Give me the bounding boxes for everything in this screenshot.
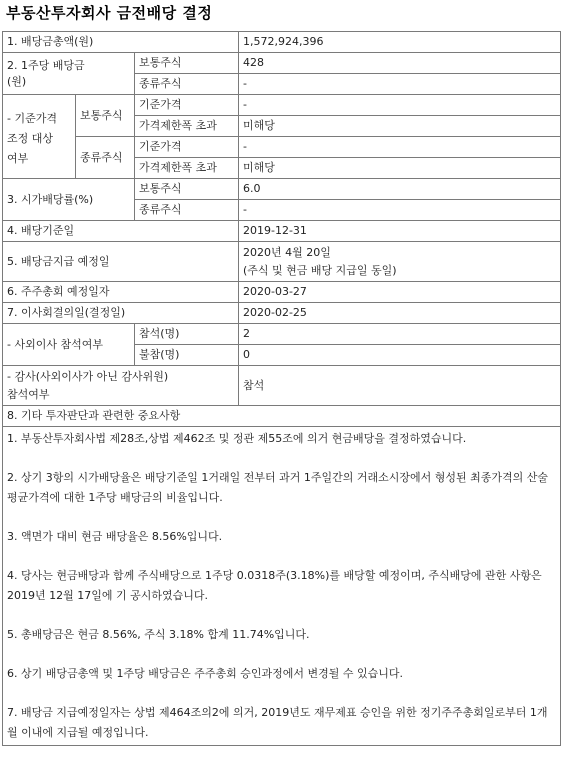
board-date-label: 7. 이사회결의일(결정일) [3, 303, 239, 324]
dividend-disclosure-table [2, 31, 561, 746]
other-header: 8. 기타 투자판단과 관련한 중요사항 [3, 406, 561, 427]
dps-label: 2. 1주당 배당금 (원) [3, 53, 135, 95]
common-base-price-label: 기준가격 [135, 95, 239, 116]
table-row [3, 32, 561, 53]
table-row [3, 53, 561, 74]
payment-date-note: (주식 및 현금 배당 지급일 동일) [243, 263, 397, 277]
payment-date-label: 5. 배당금지급 예정일 [3, 242, 239, 282]
table-row [3, 366, 561, 406]
yield-common-label: 보통주식 [135, 179, 239, 200]
price-limit-preferred-label: 종류주식 [76, 137, 135, 179]
note-item: 2. 상기 3항의 시가배당율은 배당기준일 1거래일 전부터 과거 1주일간의 거래소시장에서 형성된 최종가격의 산술평균가격에 대한 1주당 배당금의 비율입니다. [7, 471, 548, 504]
dps-common-value: 428 [239, 53, 561, 74]
table-row [3, 137, 561, 158]
total-dividend-value: 1,572,924,396 [239, 32, 561, 53]
common-exceed-label: 가격제한폭 초과 [135, 116, 239, 137]
auditor-label: - 감사(사외이사가 아닌 감사위원) 참석여부 [3, 366, 239, 406]
note-item: 1. 부동산투자회사법 제28조,상법 제462조 및 정관 제55조에 의거 현금배당을 결정하였습니다. [7, 432, 467, 445]
present-value: 2 [239, 324, 561, 345]
total-dividend-label: 1. 배당금총액(원) [3, 32, 239, 53]
table-row [3, 179, 561, 200]
preferred-exceed-value: 미해당 [239, 158, 561, 179]
preferred-base-price-value: - [239, 137, 561, 158]
yield-label: 3. 시가배당률(%) [3, 179, 135, 221]
table-row [3, 406, 561, 427]
record-date-value: 2019-12-31 [239, 221, 561, 242]
payment-date-value: 2020년 4월 20일 [243, 245, 331, 259]
note-item: 4. 당사는 현금배당과 함께 주식배당으로 1주당 0.0318주(3.18%)를 배당할 예정이며, 주식배당에 관한 사항은 2019년 12월 17일에 기 공시하였습니다. [7, 569, 542, 602]
preferred-exceed-label: 가격제한폭 초과 [135, 158, 239, 179]
board-date-value: 2020-02-25 [239, 303, 561, 324]
auditor-value: 참석 [239, 366, 561, 406]
price-limit-label: - 기준가격 조정 대상 여부 [3, 95, 76, 179]
dps-preferred-label: 종류주식 [135, 74, 239, 95]
common-exceed-value: 미해당 [239, 116, 561, 137]
yield-preferred-label: 종류주식 [135, 200, 239, 221]
table-row [3, 427, 561, 746]
agm-date-value: 2020-03-27 [239, 282, 561, 303]
dps-preferred-value: - [239, 74, 561, 95]
present-label: 참석(명) [135, 324, 239, 345]
table-row [3, 242, 561, 282]
yield-common-value: 6.0 [239, 179, 561, 200]
note-item: 7. 배당금 지급예정일자는 상법 제464조의2에 의거, 2019년도 재무제표 승인을 위한 정기주주총회일로부터 1개월 이내에 지급될 예정입니다. [7, 706, 548, 739]
note-item: 6. 상기 배당금총액 및 1주당 배당금은 주주총회 승인과정에서 변경될 수 있습니다. [7, 667, 403, 680]
absent-label: 불참(명) [135, 345, 239, 366]
table-row [3, 303, 561, 324]
preferred-base-price-label: 기준가격 [135, 137, 239, 158]
common-base-price-value: - [239, 95, 561, 116]
agm-date-label: 6. 주주총회 예정일자 [3, 282, 239, 303]
outside-directors-label: - 사외이사 참석여부 [3, 324, 135, 366]
yield-preferred-value: - [239, 200, 561, 221]
table-row [3, 282, 561, 303]
absent-value: 0 [239, 345, 561, 366]
note-item: 3. 액면가 대비 현금 배당율은 8.56%입니다. [7, 530, 223, 543]
payment-date-cell [239, 242, 561, 282]
price-limit-common-label: 보통주식 [76, 95, 135, 137]
note-item: 5. 총배당금은 현금 8.56%, 주식 3.18% 합계 11.74%입니다. [7, 628, 310, 641]
table-row [3, 221, 561, 242]
table-row [3, 95, 561, 116]
page-title: 부동산투자회사 금전배당 결정 [6, 4, 213, 22]
notes-cell [3, 427, 561, 746]
record-date-label: 4. 배당기준일 [3, 221, 239, 242]
dps-common-label: 보통주식 [135, 53, 239, 74]
table-row [3, 324, 561, 345]
